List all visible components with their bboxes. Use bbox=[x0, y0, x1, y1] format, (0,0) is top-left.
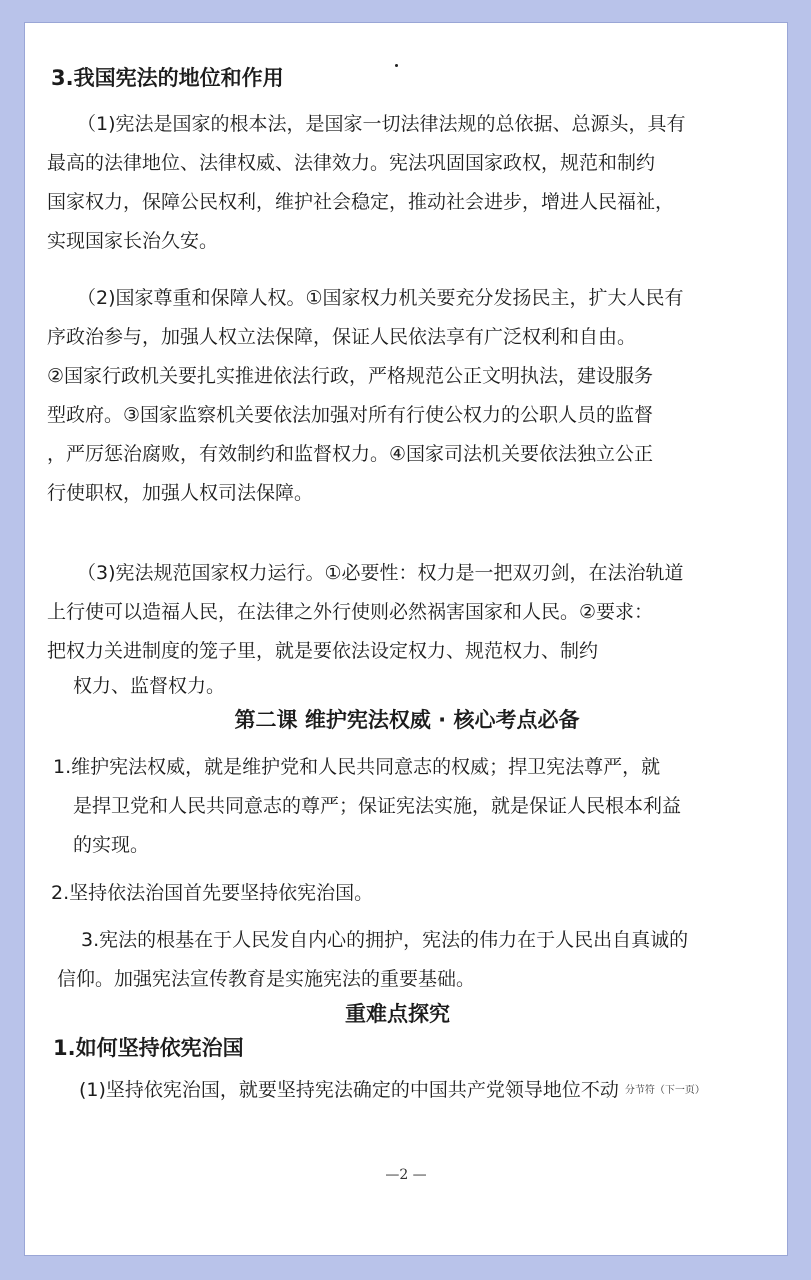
explore-question-1: 1.如何坚持依宪治国 bbox=[53, 1036, 244, 1060]
lesson-title: 第二课 维护宪法权威 · 核心考点必备 bbox=[234, 708, 580, 732]
text-line: （1)宪法是国家的根本法，是国家一切法律法规的总依据、总源头，具有 bbox=[77, 113, 686, 135]
text-line: （3)宪法规范国家权力运行。①必要性：权力是一把双刃剑，在法治轨道 bbox=[77, 562, 684, 584]
paragraph-3-tail: 权力、监督权力。 bbox=[73, 675, 226, 697]
text-line: 的实现。 bbox=[73, 834, 150, 856]
text-line: 是捍卫党和人民共同意志的尊严；保证宪法实施，就是保证人民根本利益 bbox=[73, 795, 682, 817]
paragraph-2 bbox=[47, 279, 684, 513]
text-line: 信仰。加强宪法宣传教育是实施宪法的重要基础。 bbox=[57, 968, 476, 990]
explore-title: 重难点探究 bbox=[345, 1002, 450, 1026]
text-line: ②国家行政机关要扎实推进依法行政，严格规范公正文明执法，建设服务 bbox=[47, 365, 654, 387]
lesson-item-3 bbox=[57, 921, 689, 999]
text-line: 国家权力，保障公民权利，维护社会稳定，推动社会进步，增进人民福祉， bbox=[47, 191, 675, 213]
text-line: 型政府。③国家监察机关要依法加强对所有行使公权力的公职人员的监督 bbox=[47, 404, 654, 426]
section-heading: 3.我国宪法的地位和作用 bbox=[51, 66, 284, 90]
lesson-item-1 bbox=[53, 748, 681, 865]
explore-paragraph-1 bbox=[79, 1071, 705, 1110]
document-page bbox=[24, 22, 788, 1256]
section-break-note: 分节符（下一页） bbox=[624, 1085, 705, 1096]
text-line: ，严厉惩治腐败，有效制约和监督权力。④国家司法机关要依法独立公正 bbox=[47, 443, 654, 465]
text-line: (1)坚持依宪治国，就要坚持宪法确定的中国共产党领导地位不动 bbox=[79, 1079, 619, 1101]
paragraph-1 bbox=[47, 105, 686, 261]
text-line: 序政治参与，加强人权立法保障，保证人民依法享有广泛权利和自由。 bbox=[47, 326, 637, 348]
text-line: 3.宪法的根基在于人民发自内心的拥护，宪法的伟力在于人民出自真诚的 bbox=[81, 929, 689, 951]
text-line: 实现国家长治久安。 bbox=[47, 230, 219, 252]
text-line: 把权力关进制度的笼子里，就是要依法设定权力、规范权力、制约 bbox=[47, 640, 599, 662]
paragraph-3 bbox=[47, 554, 684, 671]
text-line: （2)国家尊重和保障人权。①国家权力机关要充分发扬民主，扩大人民有 bbox=[77, 287, 684, 309]
text-line: 1.维护宪法权威，就是维护党和人民共同意志的权威；捍卫宪法尊严，就 bbox=[53, 756, 661, 778]
text-line: 上行使可以造福人民，在法律之外行使则必然祸害国家和人民。②要求： bbox=[47, 601, 654, 623]
stray-mark bbox=[395, 64, 398, 67]
text-line: 最高的法律地位、法律权威、法律效力。宪法巩固国家政权，规范和制约 bbox=[47, 152, 656, 174]
text-line: 行使职权，加强人权司法保障。 bbox=[47, 482, 314, 504]
page-number: —2 — bbox=[385, 1167, 427, 1183]
lesson-item-2: 2.坚持依法治国首先要坚持依宪治国。 bbox=[51, 882, 374, 904]
